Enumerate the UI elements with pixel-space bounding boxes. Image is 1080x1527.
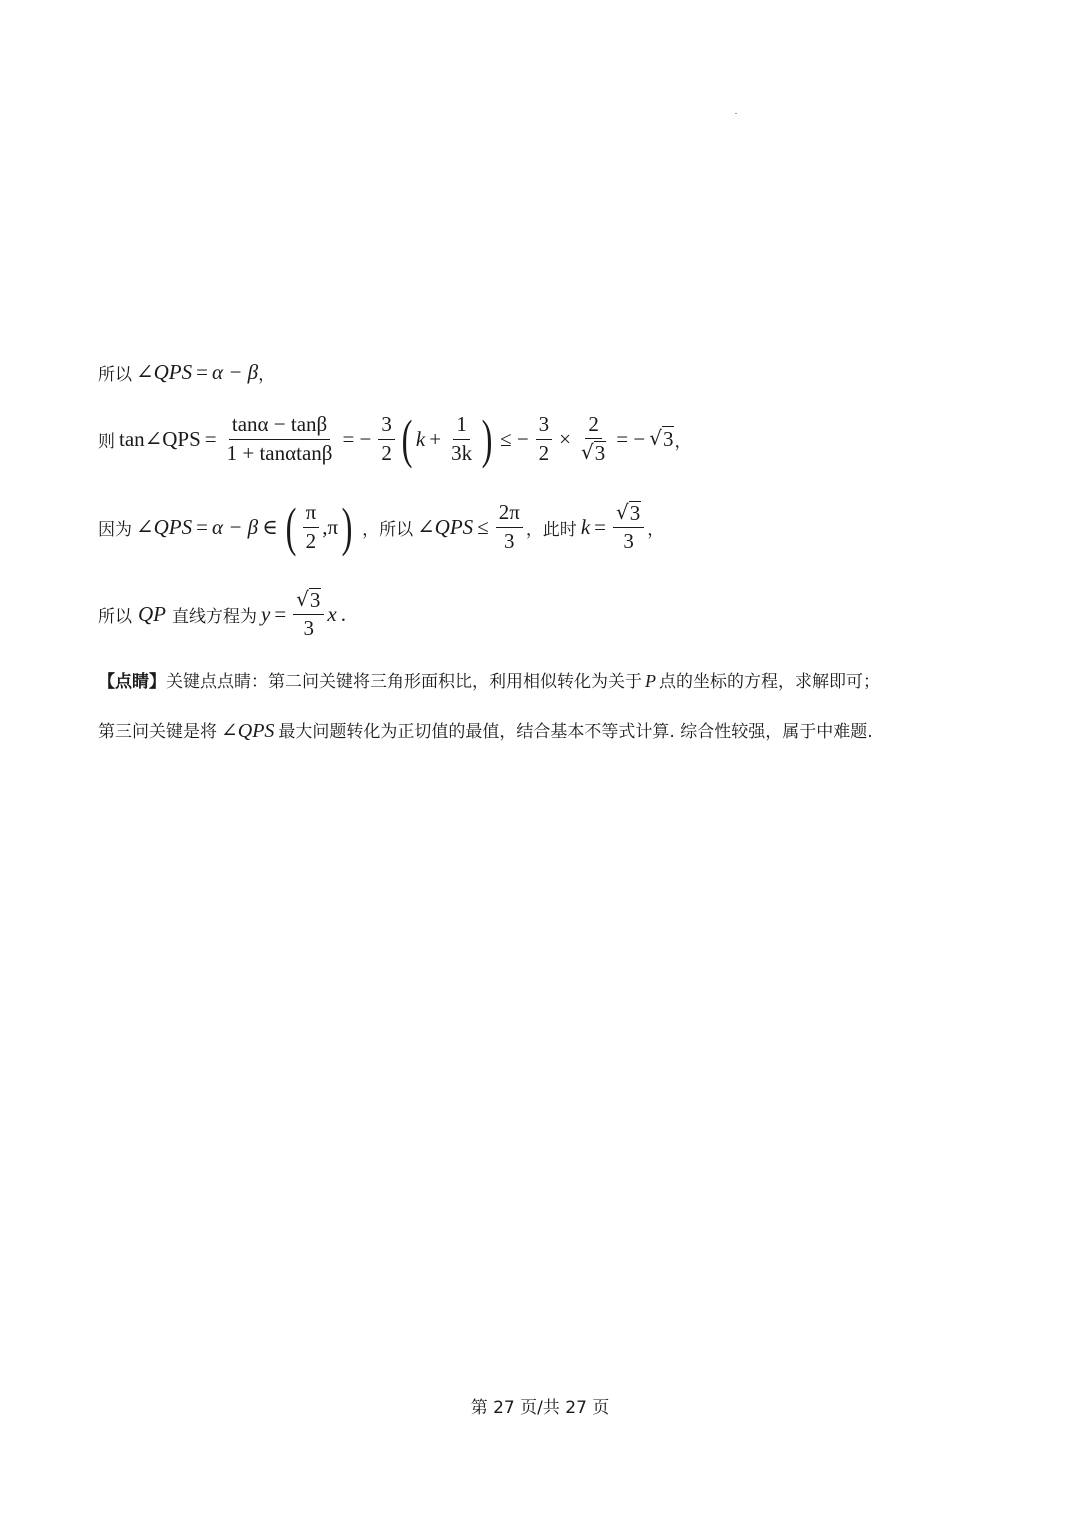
text-line-equation: 直线方程为 <box>172 606 257 627</box>
fraction-sqrt3-over-3 <box>613 501 644 553</box>
fraction-numerator: 2π <box>496 501 523 527</box>
text-at-this-time: ，此时 <box>525 519 577 540</box>
note-label: 【点睛】 <box>98 672 166 692</box>
note-text-b: 点的坐标的方程，求解即可； <box>659 672 880 692</box>
fraction-two-over-sqrt3 <box>578 413 609 465</box>
note-line-1 <box>98 667 880 692</box>
plus-sign: + <box>429 426 442 451</box>
sqrt-radicand: 3 <box>594 441 606 465</box>
fraction-three-halves-2 <box>536 413 553 464</box>
sqrt-radicand: 3 <box>309 588 321 612</box>
fraction-numerator: π <box>303 501 320 527</box>
result-sqrt3 <box>649 426 674 452</box>
fraction-three-halves <box>378 413 395 464</box>
angle-qps-2: ∠QPS <box>417 514 474 539</box>
fraction-denominator: 3 <box>623 529 634 553</box>
math-line-3 <box>98 497 665 557</box>
fraction-denominator: 1 + tanαtanβ <box>226 440 333 465</box>
paren-close: ) <box>341 497 353 557</box>
fraction-numerator: tanα − tanβ <box>229 413 330 439</box>
sqrt-radical: √ <box>649 426 662 450</box>
fraction-denominator: 2 <box>538 440 550 465</box>
sqrt-radical: √ <box>581 440 594 464</box>
angle-qps: ∠QPS <box>221 720 275 742</box>
punctuation: ， <box>647 519 665 540</box>
punctuation: . <box>340 601 346 626</box>
paren-open: ( <box>401 409 413 469</box>
equals-sign: = <box>274 601 287 626</box>
fraction-numerator: 2 <box>585 413 602 439</box>
fraction-numerator: 1 <box>453 413 470 439</box>
leq-sign: ≤ <box>477 514 489 539</box>
times-sign: × <box>559 426 572 451</box>
equals-minus: = − <box>342 426 372 451</box>
text-prefix: 因为 <box>98 519 132 540</box>
var-k: k <box>415 426 426 451</box>
alpha-minus-beta: α − β <box>211 514 259 539</box>
text-prefix: 所以 <box>98 606 132 627</box>
text-prefix: 则 <box>98 431 115 452</box>
sqrt-radical: √ <box>615 499 629 524</box>
sqrt-radicand: 3 <box>629 500 641 525</box>
fraction-pi-over-2 <box>303 501 320 552</box>
punctuation: ， <box>674 431 692 452</box>
fraction-numerator: 3 <box>536 413 553 439</box>
fraction-numerator <box>613 501 644 528</box>
fraction-sqrt3-over-3 <box>293 588 324 640</box>
fraction-denominator: 2 <box>305 528 317 553</box>
fraction-denominator: 3k <box>451 440 473 465</box>
angle-qps: ∠QPS <box>136 514 193 539</box>
element-of-sign: ∈ <box>262 514 278 539</box>
point-p: P <box>645 671 656 691</box>
math-line-4 <box>98 588 346 640</box>
paren-close: ) <box>481 409 493 469</box>
text-prefix: 所以 <box>98 365 132 385</box>
paren-open: ( <box>285 497 297 557</box>
fraction-tan-difference <box>224 413 336 464</box>
sqrt-radicand: 3 <box>662 427 674 451</box>
text-so: ，所以 <box>362 519 414 540</box>
var-y: y <box>261 601 271 626</box>
fraction-denominator <box>578 439 609 465</box>
angle-qps: ∠QPS <box>136 360 193 384</box>
sqrt-radical: √ <box>296 587 309 611</box>
fraction-numerator: 3 <box>378 413 395 439</box>
fraction-denominator: 3 <box>504 528 515 553</box>
comma-pi: ,π <box>322 514 339 539</box>
fraction-denominator: 3 <box>303 616 315 641</box>
fraction-2pi-over-3 <box>496 501 523 552</box>
math-line-1 <box>98 360 275 385</box>
note-line-2 <box>98 717 873 743</box>
equals-minus-2: = − <box>616 426 646 451</box>
note-text-a: 第三问关键是将 <box>98 722 217 742</box>
math-line-2 <box>98 409 692 469</box>
var-k: k <box>580 514 591 539</box>
punctuation: ， <box>258 365 276 385</box>
scan-speck <box>735 113 737 114</box>
page-footer: 第 27 页/共 27 页 <box>470 1398 610 1418</box>
note-text-b: 最大问题转化为正切值的最值，结合基本不等式计算. 综合性较强，属于中难题. <box>278 722 873 742</box>
tan-angle-qps: tan∠QPS <box>119 426 201 451</box>
fraction-one-over-3k <box>448 413 475 464</box>
fraction-numerator <box>293 588 324 615</box>
fraction-denominator: 2 <box>381 440 392 465</box>
equals-sign-2: = <box>594 514 606 539</box>
alpha-minus-beta: α − β <box>211 360 259 384</box>
equals-sign: = <box>204 426 217 451</box>
equals-sign: = <box>196 360 208 384</box>
equals-sign: = <box>196 514 208 539</box>
line-qp: QP <box>138 601 166 626</box>
note-text-a: 关键点点睛：第二问关键将三角形面积比，利用相似转化为关于 <box>166 672 642 692</box>
var-x: x <box>327 601 337 626</box>
leq-minus: ≤ − <box>500 426 529 451</box>
